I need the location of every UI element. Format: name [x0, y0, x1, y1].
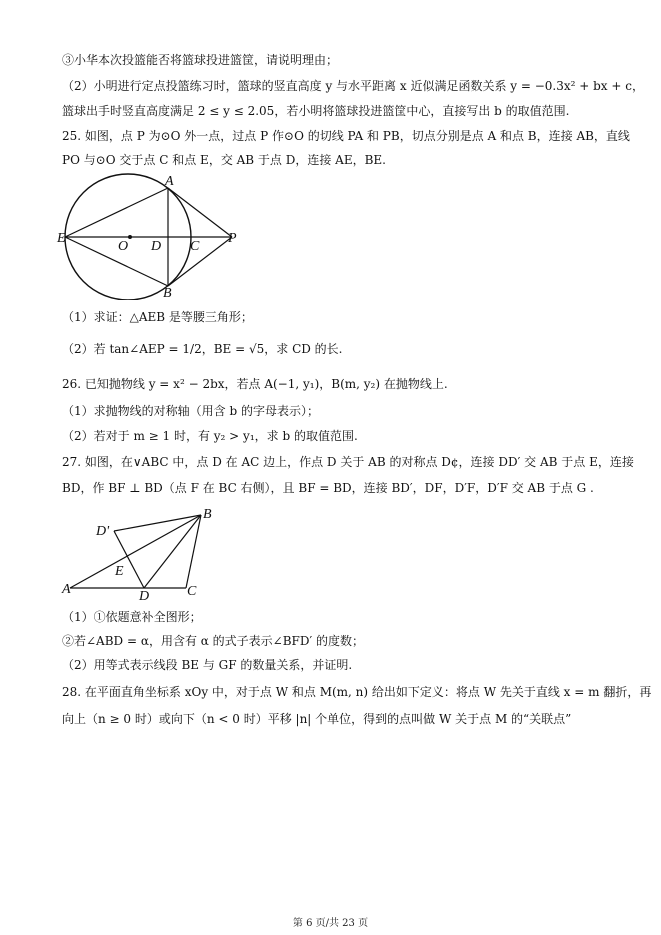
- label-b: B: [203, 507, 212, 522]
- q28-stem-line2: 向上（n ≥ 0 时）或向下（n < 0 时）平移 |n| 个单位，得到的点叫做 W 关于点 M 的“关联点”: [62, 712, 572, 726]
- line-bc: [186, 515, 201, 588]
- q25-circle-tangent-figure: [55, 170, 250, 300]
- q25-stem-line1: 25. 如图，点 P 为⊙O 外一点，过点 P 作⊙O 的切线 PA 和 PB，切点分别是点 A 和点 B，连接 AB，直线: [62, 129, 630, 143]
- line-bdprime: [114, 515, 201, 531]
- q27-stem-line2: BD，作 BF ⊥ BD（点 F 在 BC 右侧），且 BF = BD，连接 BD′，DF，D′F，D′F 交 AB 于点 G .: [62, 481, 594, 495]
- q27-part1a: （1）①依题意补全图形；: [62, 610, 202, 624]
- q25-part2: （2）若 tan∠AEP = 1/2，BE = √5，求 CD 的长.: [62, 342, 343, 356]
- q27-stem-line1: 27. 如图，在∨ABC 中，点 D 在 AC 边上，作点 D 关于 AB 的对称点 D¢，连接 DD′ 交 AB 于点 E，连接: [62, 455, 634, 469]
- line-bd: [144, 515, 201, 588]
- label-d: D: [151, 239, 162, 254]
- label-d: D: [139, 589, 150, 600]
- label-c: C: [187, 584, 197, 599]
- q26-stem: 26. 已知抛物线 y = x² − 2bx，若点 A(−1, y₁)，B(m, y₂) 在抛物线上.: [62, 377, 448, 391]
- center-point-o: [128, 235, 132, 239]
- label-dprime: D': [96, 524, 110, 539]
- q27-triangle-figure: [60, 505, 220, 600]
- page-footer: 第 6 页/共 23 页: [292, 918, 369, 929]
- q25-part1: （1）求证：△AEB 是等腰三角形；: [62, 310, 253, 324]
- q24-part3: ③小华本次投篮能否将篮球投进篮筐，请说明理由；: [62, 53, 339, 67]
- q24-part2-line1: （2）小明进行定点投篮练习时，篮球的竖直高度 y 与水平距离 x 近似满足函数关系 y = −0.3x² + bx + c，: [62, 79, 644, 93]
- q24-part2-line2: 篮球出手时竖直高度满足 2 ≤ y ≤ 2.05，若小明将篮球投进篮筐中心，直接写出 b 的取值范围.: [62, 104, 570, 118]
- q25-stem-line2: PO 与⊙O 交于点 C 和点 E，交 AB 于点 D，连接 AE，BE.: [62, 153, 387, 167]
- label-a: A: [62, 582, 71, 597]
- label-p: P: [228, 231, 237, 246]
- label-o: O: [118, 239, 129, 254]
- label-b: B: [163, 286, 172, 300]
- q26-part1: （1）求抛物线的对称轴（用含 b 的字母表示）；: [62, 404, 319, 418]
- q27-part1b: ②若∠ABD = α，用含有 α 的式子表示∠BFD′ 的度数；: [62, 634, 365, 648]
- label-a: A: [165, 174, 174, 189]
- line-pb: [168, 237, 232, 286]
- label-c: C: [190, 239, 200, 254]
- line-ab: [70, 515, 201, 588]
- label-e: E: [57, 231, 66, 246]
- line-pa: [168, 188, 232, 237]
- q28-stem-line1: 28. 在平面直角坐标系 xOy 中，对于点 W 和点 M(m, n) 给出如下定义：将点 W 先关于直线 x = m 翻折，再: [62, 685, 652, 699]
- label-e: E: [115, 564, 124, 579]
- q26-part2: （2）若对于 m ≥ 1 时，有 y₂ > y₁，求 b 的取值范围.: [62, 429, 358, 443]
- line-ddprime: [114, 531, 144, 588]
- q27-part2: （2）用等式表示线段 BE 与 GF 的数量关系，并证明.: [62, 658, 353, 672]
